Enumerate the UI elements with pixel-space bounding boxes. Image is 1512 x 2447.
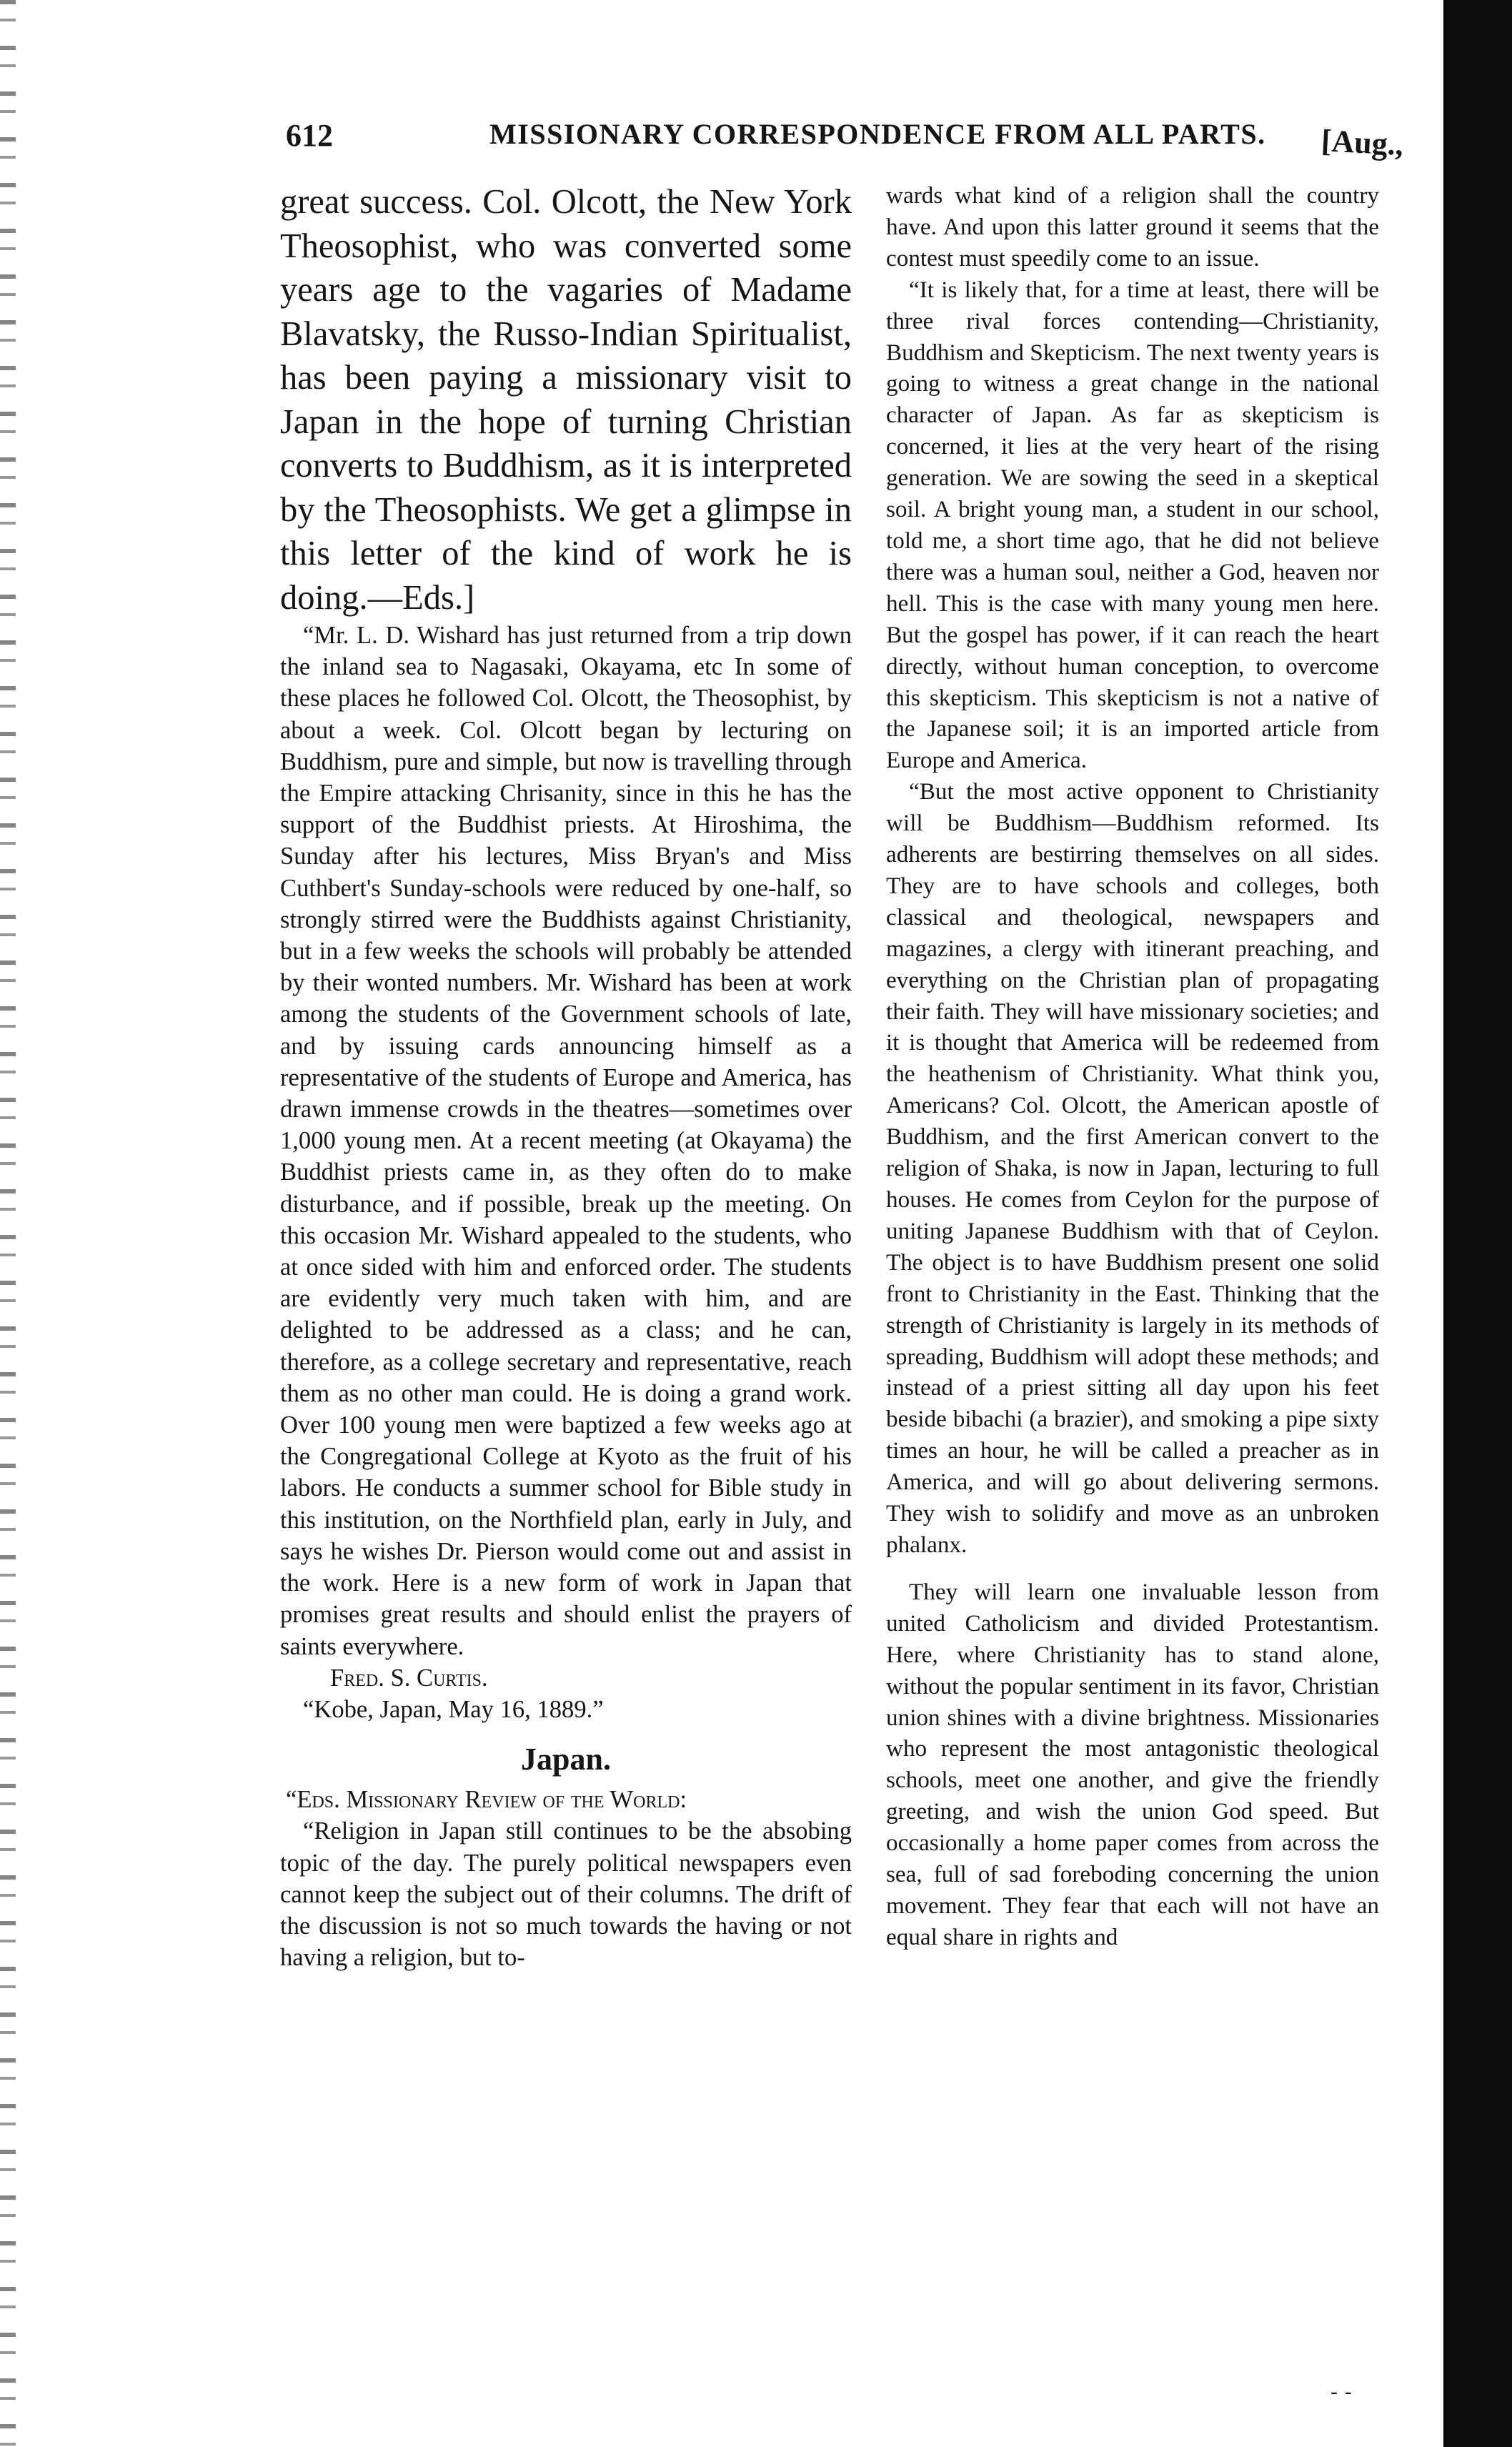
japan-letter-paragraph: “Religion in Japan still continues to be the absobing topic of the day. The purely political newspapers even cannot keep the subject out of their columns. The drift of the discussion is not so much towards the having or not having a religion, but to-	[280, 1817, 852, 1972]
header-date: [Aug.,	[1320, 123, 1405, 162]
right-column	[886, 180, 1379, 1953]
page-edge-shadow-right	[1443, 0, 1512, 2447]
letter-signature	[280, 1662, 852, 1694]
running-title: MISSIONARY CORRESPONDENCE FROM ALL PARTS.	[489, 118, 1266, 150]
page-number: 612	[286, 118, 333, 153]
right-paragraph-3: “But the most active opponent to Christianity will be Buddhism—Buddhism reformed. Its adherents are bestirring themselves on all sides. They are to have schools and colleges, both classical and theological, newspapers and magazines, a clergy with itinerant preaching, and everything on the Christian plan of propagating their faith. They will have missionary societies; and it is thought that America will be redeemed from the heathenism of Christianity. What think you, Americans? Col. Olcott, the American apostle of Buddhism, and the first American convert to the religion of Shaka, is now in Japan, lecturing to full houses. He comes from Ceylon for the purpose of uniting Japanese Buddhism with that of Ceylon. The object is to have Buddhism present one solid front to Christianity in the East. Thinking that the strength of Christianity is largely in its methods of spreading, Buddhism will adopt these methods; and instead of a priest sitting all day upon his feet beside bibachi (a brazier), and smoking a pipe sixty times an hour, he will be called a preacher as in America, and will go about delivering sermons. They wish to solidify and move as an unbroken phalanx.	[886, 778, 1379, 1558]
signature-name: Fred. S. Curtis.	[330, 1664, 488, 1692]
section-heading-japan: Japan.	[521, 1742, 611, 1777]
editorial-intro: great success. Col. Olcott, the New York Theosophist, who was converted some years age to the vagaries of Madame Blavatsky, the Russo-Indian Spiritualist, has been paying a missionary visit to Japan in the hope of turning Christian converts to Buddhism, as it is interpreted by the Theosophists. We get a glimpse in this letter of the kind of work he is doing.—Eds.]	[280, 183, 852, 617]
left-column	[280, 180, 852, 1973]
page-edge-shadow-left	[0, 0, 16, 2447]
letter-dateline: “Kobe, Japan, May 16, 1889.”	[303, 1695, 604, 1723]
page-header	[286, 107, 1405, 162]
right-paragraph-4: They will learn one invaluable lesson from united Catholicism and divided Protestantism. Here, where Christianity has to stand alone, without the popular sentiment in its favor, Christian union shines with a divine brightness. Missionaries who represent the most antagonistic theological schools, meet one another, and give the friendly greeting, and wish the union God speed. But occasionally a home paper comes from across the sea, full of sad foreboding concerning the union movement. They fear that each will not have an equal share in rights and	[886, 1578, 1379, 1950]
wishard-letter-paragraph: “Mr. L. D. Wishard has just returned from a trip down the inland sea to Nagasaki, Okayama, etc In some of these places he followed Col. Olcott, the Theosophist, by about a week. Col. Olcott began by lecturing on Buddhism, pure and simple, but now is travelling through the Empire attacking Chrisanity, since in this he has the support of the Buddhist priests. At Hiroshima, the Sunday after his lectures, Miss Bryan's and Miss Cuthbert's Sunday-schools were reduced by one-half, so strongly stirred were the Buddhists against Christianity, but in a few weeks the schools will probably be attended by their wonted numbers. Mr. Wishard has been at work among the students of the Government schools of late, and by issuing cards announcing himself as a representative of the students of Europe and America, has drawn immense crowds in the theatres—sometimes over 1,000 young men. At a recent meeting (at Okayama) the Buddhist priests came in, as they often do to make disturbance, and if possible, break up the meeting. On this occasion Mr. Wishard appealed to the students, who at once sided with him and enforced order. The students are evidently very much taken with him, and are delighted to be addressed as a class; and he can, therefore, as a college secretary and representative, reach them as no other man could. He is doing a grand work. Over 100 young men were baptized a few weeks ago at the Congregational College at Kyoto as the fruit of his labors. He conducts a summer school for Bible study in this institution, on the Northfield plan, early in July, and says he wishes Dr. Pierson would come out and assist in the work. Here is a new form of work in Japan that promises great results and should enlist the prayers of saints everywhere.	[280, 622, 852, 1660]
letter-salutation: “Eds. Missionary Review of the World:	[286, 1786, 687, 1814]
footer-mark: - -	[1331, 2380, 1352, 2405]
right-paragraph-2: “It is likely that, for a time at least, there will be three rival forces contending—Christianity, Buddhism and Skepticism. The next twenty years is going to witness a great change in the national character of Japan. As far as skepticism is concerned, it lies at the very heart of the rising generation. We are sowing the seed in a skeptical soil. A bright young man, a student in our school, told me, a short time ago, that he did not believe there was a human soul, neither a God, heaven nor hell. This is the case with many young men here. But the gospel has power, if it can reach the heart directly, without human conception, to overcome this skepticism. This skepticism is not a native of the Japanese soil; it is an imported article from Europe and America.	[886, 276, 1379, 774]
right-paragraph-1: wards what kind of a religion shall the country have. And upon this latter ground it seems that the contest must speedily come to an issue.	[886, 182, 1379, 272]
